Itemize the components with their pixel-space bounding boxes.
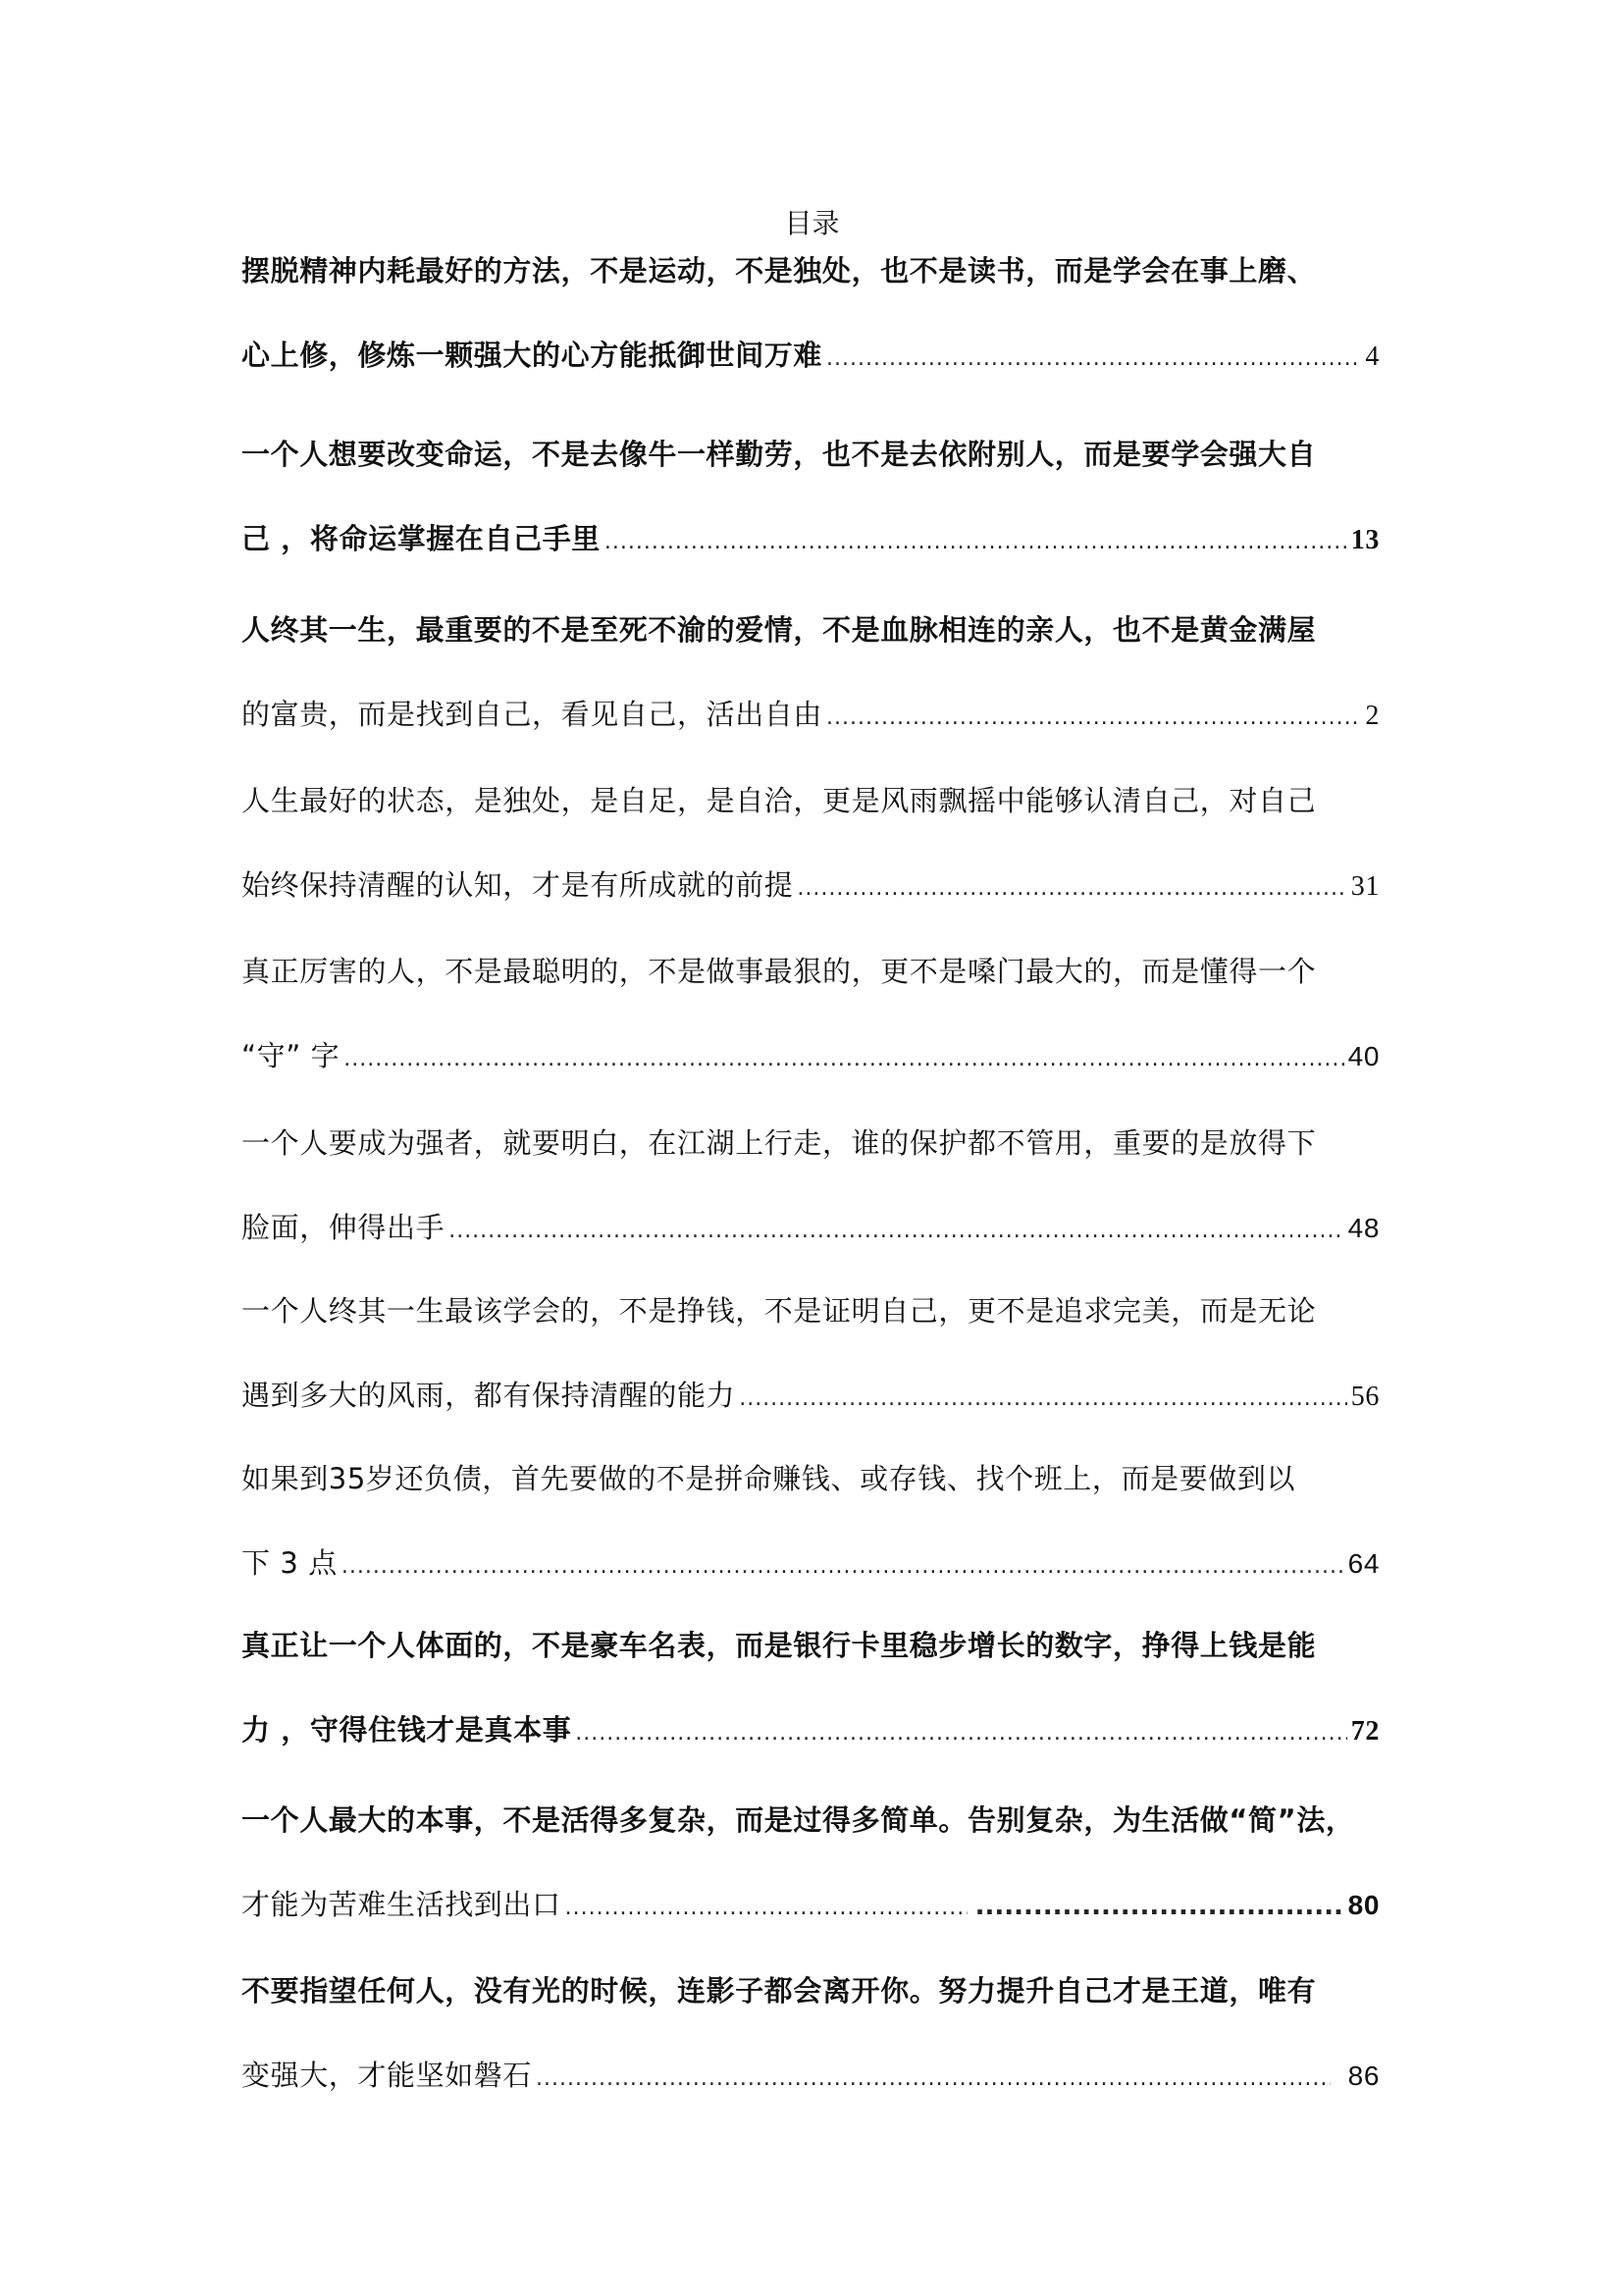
toc-entry-title-line1: 摆脱精神内耗最好的方法，不是运动，不是独处，也不是读书，而是学会在事上磨、 — [241, 254, 1317, 287]
dot-leader — [343, 1030, 1343, 1089]
toc-page-number: 2 — [1365, 701, 1380, 731]
toc-entry-title-line2: 下 3 点 — [241, 1546, 338, 1580]
toc-page-number: 64 — [1347, 1548, 1380, 1579]
dot-leader — [797, 860, 1346, 918]
toc-entry-title-line2-row — [241, 1875, 1380, 1934]
toc-page-number: 56 — [1350, 1382, 1380, 1412]
toc-entry-title-line2-row — [241, 685, 1380, 744]
dot-leader — [448, 1202, 1343, 1261]
toc-entry-title-line2-row — [241, 1366, 1380, 1425]
toc-entry-title-line2-row — [241, 1534, 1380, 1592]
toc-entry-title-line2: 脸面，伸得出手 — [241, 1211, 445, 1244]
toc-entry-title-line2: 遇到多大的风雨，都有保持清醒的能力 — [241, 1379, 736, 1412]
toc-entry-title-line1: 人终其一生，最重要的不是至死不渝的爱情，不是血脉相连的亲人，也不是黄金满屋 — [241, 613, 1317, 647]
dot-leader — [565, 1879, 968, 1938]
toc-entry-title-line2: 的富贵，而是找到自己，看见自己，活出自由 — [241, 698, 823, 731]
toc-page-number: 13 — [1350, 525, 1380, 555]
toc-entry-title-line2: 变强大，才能坚如磐石 — [241, 2059, 533, 2092]
toc-entry-title-line2: 力 ，守得住钱才是真本事 — [241, 1713, 572, 1747]
toc-entry-title-line1: 一个人想要改变命运，不是去像牛一样勤劳，也不是去依附别人，而是要学会强大自 — [241, 438, 1317, 471]
dot-leader — [341, 1538, 1344, 1596]
toc-entry-title-line2-row — [241, 1700, 1380, 1759]
toc-entry-title-line1: 不要指望任何人，没有光的时候，连影子都会离开你。努力提升自己才是王道，唯有 — [241, 1974, 1317, 2008]
dot-leader — [536, 2050, 1331, 2109]
toc-entry-title-line2-row — [241, 509, 1380, 568]
toc-title: 目录 — [784, 207, 840, 239]
toc-entry-title-line1: 一个人最大的本事，不是活得多复杂，而是过得多简单。告别复杂，为生活做“简”法， — [241, 1803, 1355, 1837]
toc-entry-title-line2: 心上修，修炼一颗强大的心方能抵御世间万难 — [241, 339, 823, 372]
dot-leader — [575, 1704, 1347, 1763]
toc-entry-title-line1: 真正厉害的人，不是最聪明的，不是做事最狠的，更不是嗓门最大的，而是懂得一个 — [241, 955, 1317, 988]
dot-leader — [739, 1370, 1347, 1429]
toc-entry-title-line1: 一个人要成为强者，就要明白，在江湖上行走，谁的保护都不管用，重要的是放得下 — [241, 1126, 1317, 1160]
toc-entry-title-line2: 己 ，将命运掌握在自己手里 — [241, 522, 601, 555]
toc-page-number: 4 — [1365, 341, 1380, 372]
toc-entry-title-line2: 才能为苦难生活找到出口 — [241, 1888, 561, 1921]
toc-entry-title-line2-row — [241, 2046, 1380, 2105]
dot-leader-bold — [975, 1877, 1344, 1936]
toc-page-number: 72 — [1350, 1716, 1380, 1747]
dot-leader — [826, 330, 1361, 389]
dot-leader — [604, 513, 1347, 572]
toc-page-number: 31 — [1350, 871, 1380, 902]
toc-page-number: 48 — [1347, 1213, 1380, 1243]
toc-entry-title-line2: 始终保持清醒的认知，才是有所成就的前提 — [241, 868, 794, 902]
toc-page-number: 80 — [1347, 1890, 1380, 1920]
toc-entry-title-line2-row — [241, 1026, 1380, 1085]
toc-entry-title-line1: 如果到35岁还负债，首先要做的不是拼命赚钱、或存钱、找个班上，而是要做到以 — [241, 1462, 1296, 1495]
toc-entry-title-line1: 真正让一个人体面的，不是豪车名表，而是银行卡里稳步增长的数字，挣得上钱是能 — [241, 1629, 1317, 1662]
dot-leader — [826, 689, 1361, 748]
toc-entry-title-line2: “守” 字 — [241, 1039, 341, 1072]
toc-page-number: 40 — [1347, 1041, 1380, 1071]
toc-entry-title-line2-row — [241, 326, 1380, 385]
toc-entry-title-line1: 人生最好的状态，是独处，是自足，是自洽，更是风雨飘摇中能够认清自己，对自己 — [241, 784, 1317, 817]
toc-page-number: 86 — [1347, 2060, 1380, 2091]
toc-entry-title-line2-row — [241, 1198, 1380, 1257]
toc-entry-title-line1: 一个人终其一生最该学会的，不是挣钱，不是证明自己，更不是追求完美，而是无论 — [241, 1294, 1317, 1328]
toc-entry-title-line2-row — [241, 856, 1380, 914]
